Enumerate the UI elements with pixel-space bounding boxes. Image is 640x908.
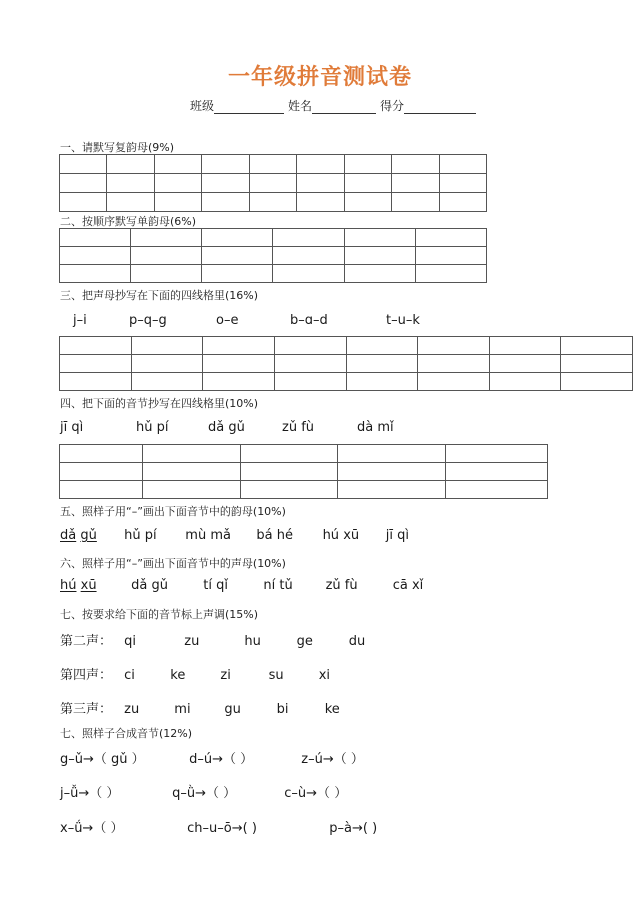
combine-item: q–ǜ→（ ）: [172, 786, 237, 801]
tone-row: [60, 664, 330, 683]
syllable: dǎ: [131, 578, 148, 593]
syllable: hé: [276, 528, 294, 543]
syllable: gǔ: [80, 528, 97, 543]
class-field[interactable]: [190, 97, 284, 114]
s3-item: p–q–g: [129, 313, 167, 328]
syllable: zu: [124, 702, 140, 717]
syllable-pair: [323, 528, 382, 543]
s4-item: dǎ gǔ: [208, 420, 245, 435]
name-label: 姓名: [288, 99, 313, 113]
syllable: bá: [256, 528, 273, 543]
syllable: hú: [322, 528, 340, 543]
syllable: gu: [224, 702, 241, 717]
s4-item: zǔ fù: [282, 420, 315, 435]
syllable-pair: [60, 578, 127, 593]
section-6-heading: 六、照样子用“–”画出下面音节中的声母(10%): [60, 557, 286, 570]
syllable: tǔ: [279, 578, 293, 593]
four-line-grid-3[interactable]: [59, 336, 633, 391]
tone-row: [60, 698, 340, 717]
syllable-pair: [326, 578, 389, 593]
combine-item: z–ú→（ ）: [301, 752, 364, 767]
syllable: ci: [124, 668, 135, 683]
score-field[interactable]: [380, 97, 476, 114]
class-label: 班级: [190, 99, 215, 113]
section-3-heading: 三、把声母抄写在下面的四线格里(16%): [60, 289, 259, 302]
syllable: fù: [344, 578, 358, 593]
syllable: qì: [397, 528, 409, 543]
syllable-pair: [256, 528, 318, 543]
tone-label: 第四声：: [60, 668, 113, 683]
section-5-heading: 五、照样子用“–”画出下面音节中的韵母(10%): [60, 505, 286, 518]
section-8-heading: 七、照样子合成音节(12%): [60, 727, 193, 740]
syllable: ní: [263, 578, 276, 593]
syllable: xū: [343, 528, 360, 543]
section-4-heading: 四、把下面的音节抄写在四线格里(10%): [60, 397, 259, 410]
syllable: bi: [276, 702, 289, 717]
syllable: mi: [174, 702, 191, 717]
syllable-pair: [393, 578, 424, 593]
section-1-heading: 一、请默写复韵母(9%): [60, 141, 175, 154]
s5-row: [60, 528, 409, 543]
tone-row: [60, 630, 365, 649]
combine-item: p–à→( ): [329, 821, 378, 836]
combine-item: c–ù→（ ）: [284, 786, 348, 801]
combine-item: d–ú→（ ）: [189, 752, 254, 767]
syllable: qi: [124, 634, 137, 649]
combine-item: x–ǘ→（ ）: [60, 821, 124, 836]
syllable: qǐ: [216, 578, 229, 593]
four-line-grid-4[interactable]: [59, 444, 548, 499]
syllable: xǐ: [411, 578, 424, 593]
name-field[interactable]: [288, 97, 376, 114]
combine-row: [60, 817, 377, 836]
syllable-pair: [185, 528, 252, 543]
syllable: tí: [203, 578, 212, 593]
score-label: 得分: [380, 99, 405, 113]
s3-item: b–ɑ–d: [290, 313, 328, 328]
four-line-grid-2[interactable]: [59, 228, 487, 283]
syllable: jī: [385, 528, 393, 543]
combine-item: j–ǚ→（ ）: [60, 786, 120, 801]
syllable: xi: [318, 668, 331, 683]
syllable-pair: [131, 578, 199, 593]
s3-item: j–i: [73, 313, 87, 328]
s4-item: dà mǐ: [357, 420, 394, 435]
combine-row: [60, 748, 364, 767]
s4-item: jī qì: [60, 420, 84, 435]
syllable-pair: [60, 528, 120, 543]
section-2-heading: 二、按顺序默写单韵母(6%): [60, 215, 197, 228]
tone-label: 第二声：: [60, 634, 113, 649]
syllable: dǎ: [60, 528, 77, 543]
syllable: mù: [185, 528, 207, 543]
syllable: zi: [220, 668, 231, 683]
syllable: hǔ: [124, 528, 141, 543]
syllable: du: [348, 634, 366, 649]
s4-item: hǔ pí: [136, 420, 169, 435]
tone-label: 第三声：: [60, 702, 113, 717]
combine-item: ch–u–ō→( ): [187, 821, 257, 836]
s3-item: t–u–k: [386, 313, 420, 328]
syllable: ge: [296, 634, 313, 649]
syllable-pair: [263, 578, 321, 593]
syllable-pair: [124, 528, 181, 543]
syllable: ke: [170, 668, 186, 683]
syllable-pair: [203, 578, 259, 593]
syllable-pair: [386, 528, 409, 543]
combine-item: g–ǔ→（ gǔ ）: [60, 752, 145, 767]
page-title: 一年级拼音测试卷: [227, 65, 412, 90]
syllable: hu: [244, 634, 261, 649]
syllable: gǔ: [151, 578, 168, 593]
s3-item: o–e: [216, 313, 239, 328]
syllable: zǔ: [325, 578, 341, 593]
syllable: hú: [60, 578, 77, 593]
syllable: xū: [80, 578, 97, 593]
syllable: ke: [324, 702, 340, 717]
syllable: mǎ: [210, 528, 231, 543]
syllable: cā: [392, 578, 408, 593]
syllable: zu: [184, 634, 200, 649]
section-7-heading: 七、按要求给下面的音节标上声调(15%): [60, 608, 259, 621]
s6-row: [60, 578, 423, 593]
syllable: pí: [144, 528, 157, 543]
combine-row: [60, 782, 347, 801]
four-line-grid-1[interactable]: [59, 154, 487, 212]
syllable: su: [268, 668, 284, 683]
